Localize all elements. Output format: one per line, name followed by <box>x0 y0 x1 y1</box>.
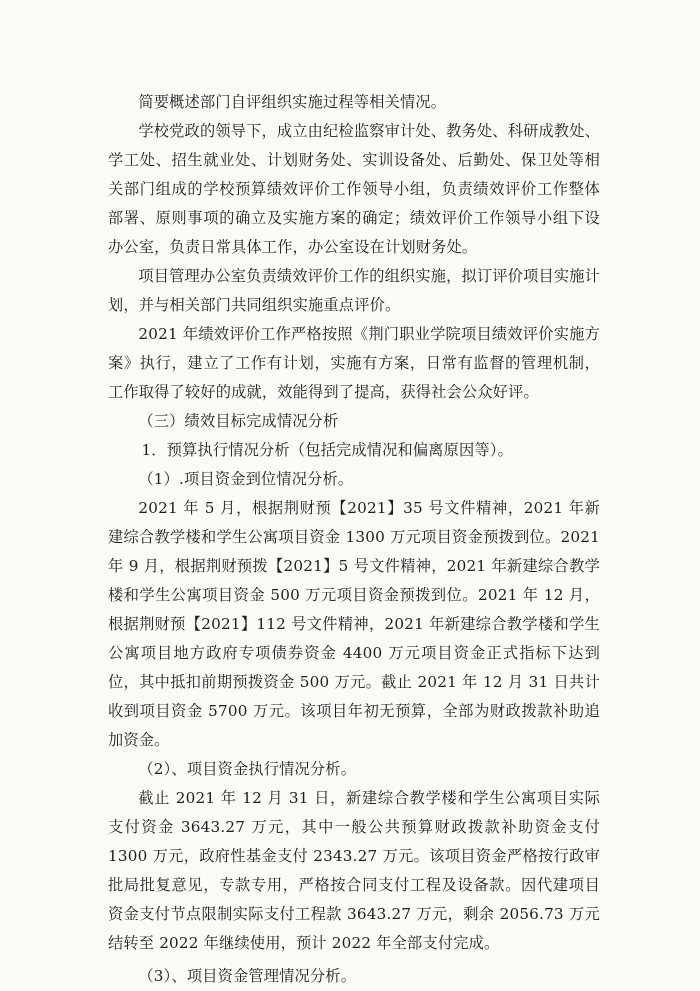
office-paragraph: 项目管理办公室负责绩效评价工作的组织实施，拟订评价项目实施计划，并与相关部门共同组织实施重点评价。 <box>108 267 601 314</box>
item-heading-3: （3）、项目资金管理情况分析。 <box>138 967 357 985</box>
funding-paragraph: 2021 年 5 月，根据荆财预【2021】35 号文件精神，2021 年新建综合教学楼和学生公寓项目资金 1300 万元项目资金预拨到位。2021 年 9 月，根据荆财预拨【2021】5 号文件精神，2021 年新建综合教学楼和学生公寓项目资金 500 万元项目资金预拨到位。2021 年 12 月，根据荆财预【2021】112 号文件精神，2021 年新建综合教学楼和学生公寓项目地方政府专项债券资金 4400 万元项目资金正式指标下达到位，其中抵扣前期预拨资金 500 万元。截止 2021 年 12 月 31 日共计收到项目资金 5700 万元。该项目年初无预算，全部为财政拨款补助追加资金。 <box>108 499 600 749</box>
document-body <box>108 88 600 991</box>
intro-paragraph: 简要概述部门自评组织实施过程等相关情况。 <box>138 93 447 111</box>
section-heading: （三）绩效目标完成情况分析 <box>138 412 339 430</box>
execution-paragraph: 截止 2021 年 12 月 31 日，新建综合教学楼和学生公寓项目实际支付资金 3643.27 万元，其中一般公共预算财政拨款补助资金支付 1300 万元，政府性基金支付 2343.27 万元。该项目资金严格按行政审批局批复意见，专款专用，严格按合同支付工程及设备款。因代建项目资金支付节点限制实际支付工程款 3643.27 万元，剩余 2056.73 万元结转至 2022 年继续使用，预计 2022 年全部支付完成。 <box>108 789 600 952</box>
item-heading-1: （1）.项目资金到位情况分析。 <box>138 470 354 488</box>
plan-paragraph: 2021 年绩效评价工作严格按照《荆门职业学院项目绩效评价实施方案》执行，建立了工作有计划，实施有方案，日常有监督的管理机制，工作取得了较好的成就，效能得到了提高，获得社会公众好评。 <box>108 325 600 401</box>
item-heading-2: （2）、项目资金执行情况分析。 <box>138 760 357 778</box>
subsection-heading: 1．预算执行情况分析（包括完成情况和偏离原因等）。 <box>141 441 514 459</box>
leadership-paragraph: 学校党政的领导下，成立由纪检监察审计处、教务处、科研成教处、学工处、招生就业处、计划财务处、实训设备处、后勤处、保卫处等相关部门组成的学校预算绩效评价工作领导小组，负责绩效评价工作整体部署、原则事项的确立及实施方案的确定；绩效评价工作领导小组下设办公室，负责日常具体工作，办公室设在计划财务处。 <box>108 122 601 256</box>
